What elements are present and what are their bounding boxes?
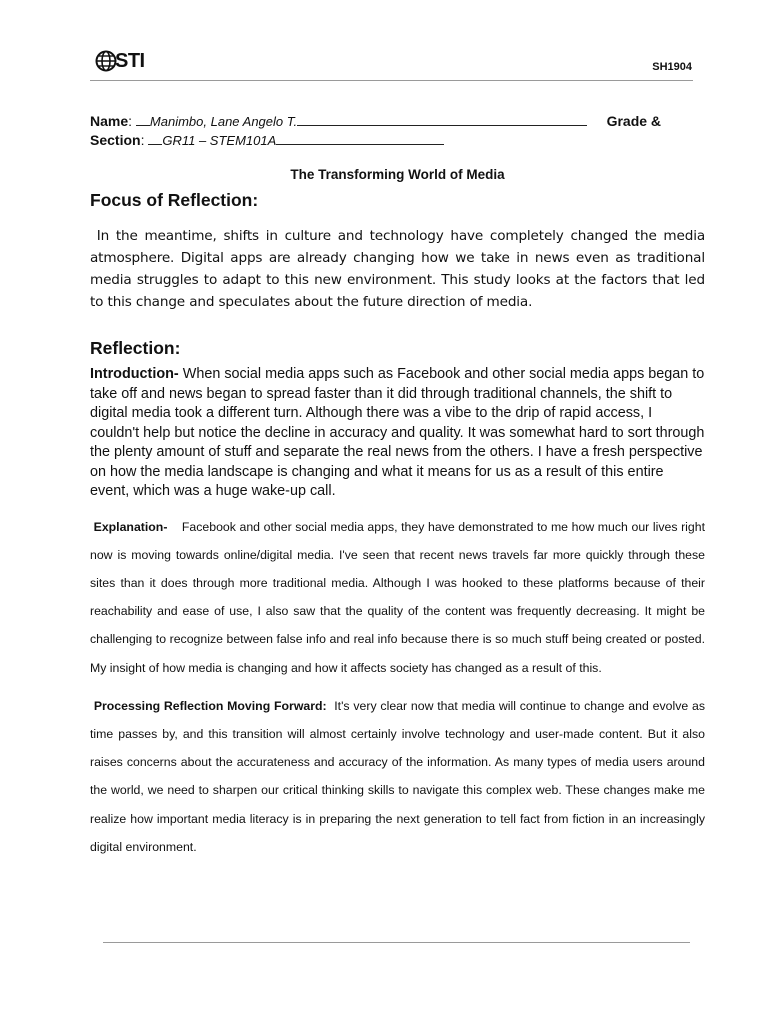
- sti-logo: [95, 48, 145, 74]
- explanation-paragraph: [90, 513, 705, 682]
- document-body: [90, 112, 705, 861]
- name-label: Name: [90, 113, 129, 129]
- introduction-text: When social media apps such as Facebook and other social media apps began to take off and news began to spread faster than it did through traditional channels, the shift to digital media took a different turn. Although there was a vibe to the drip of rapid access, I couldn't help but notice the decline in accuracy and quality. It was somewhat hard to sort through the plenty amount of stuff and separate the real news from the others. I have a fresh perspective on how the media landscape is changing and what it means for us as a result of this entire event, which was a huge wake-up call.: [90, 366, 705, 499]
- document-code: SH1904: [652, 61, 692, 73]
- explanation-label: Explanation-: [93, 519, 168, 534]
- logo-text: STI: [115, 49, 145, 72]
- processing-paragraph: [90, 692, 705, 861]
- footer-divider: [103, 942, 690, 943]
- explanation-text: Facebook and other social media apps, they have demonstrated to me how much our lives right now is moving towards online/digital media. I've seen that recent news travels far more quickly through these sites than it does through more traditional media. Although I was hooked to these platforms because of their reachability and ease of use, I also saw that the quality of the content was frequently decreasing. It might be challenging to recognize between false info and real info because there is so much stuff being created or posted. My insight of how media is changing and how it affects society has changed as a result of this.: [90, 519, 706, 675]
- introduction-paragraph: [90, 365, 705, 502]
- name-line: Name: Manimbo, Lane Angelo T. Grade &: [90, 113, 662, 129]
- section-label: Section: [90, 132, 141, 148]
- focus-paragraph: [90, 225, 705, 313]
- globe-icon: [95, 50, 117, 72]
- processing-text: It's very clear now that media will continue to change and evolve as time passes by, and this transition will almost certainly involve technology and user-made content. But it also raises concerns about the accurateness and accuracy of the information. As many types of media users around the world, we need to sharpen our critical thinking skills to navigate this complex web. These changes make me realize how important media literacy is in preparing the next generation to tell fact from fiction in an increasingly digital environment.: [90, 698, 705, 854]
- section-line: Section: GR11 – STEM101A: [90, 131, 705, 150]
- focus-text: In the meantime, shifts in culture and technology have completely changed the media atmosphere. Digital apps are already changing how we take in news even as traditional media struggles to adapt to this new environment. This study looks at the factors that led to this change and speculates about the future direction of media.: [90, 228, 706, 310]
- section-value: GR11 – STEM101A: [162, 133, 277, 148]
- name-value: Manimbo, Lane Angelo T.: [149, 114, 298, 129]
- introduction-label: Introduction-: [90, 366, 179, 382]
- document-title: The Transforming World of Media: [290, 167, 505, 182]
- header-divider: [90, 80, 693, 81]
- processing-label: Processing Reflection Moving Forward:: [93, 698, 327, 713]
- grade-label: Grade &: [606, 113, 662, 129]
- focus-heading: Focus of Reflection:: [90, 190, 259, 210]
- reflection-heading: Reflection:: [90, 338, 181, 358]
